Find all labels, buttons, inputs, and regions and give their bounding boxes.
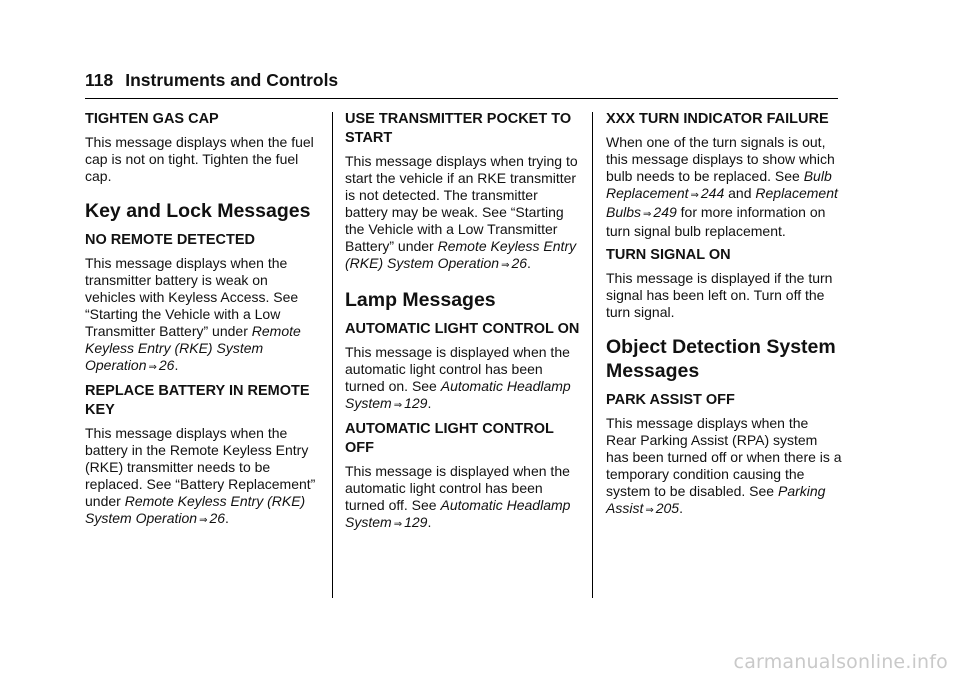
- replace-battery-text: This message displays when the battery in the Remote Keyless Entry (RKE) transmitter needs to be replaced. See “Battery Replacement” under Remote Keyless Entry (RKE) System Operation ⇒ 26.: [85, 425, 316, 526]
- chapter-title: Instruments and Controls: [125, 70, 339, 90]
- heading-turn-indicator-failure: XXX TURN INDICATOR FAILURE: [606, 111, 829, 127]
- page-ref-arrow-icon: ⇒: [690, 190, 699, 201]
- page-ref-arrow-icon: ⇒: [643, 209, 652, 220]
- page-number: 118: [85, 70, 114, 90]
- cross-reference-link[interactable]: Remote Keyless Entry (RKE) System Operation: [85, 493, 306, 526]
- turn-indicator-failure-text: When one of the turn signals is out, this message displays to show which bulb needs to be replaced. See Bulb Replacement ⇒ 244 and Replacement Bulbs ⇒ 249 for more information on turn signal bulb replacement.: [606, 134, 838, 239]
- heading-tighten-gas-cap: TIGHTEN GAS CAP: [85, 111, 219, 127]
- cross-reference-link[interactable]: Remote Keyless Entry (RKE) System Operation: [85, 323, 301, 373]
- heading-no-remote-detected: NO REMOTE DETECTED: [85, 232, 255, 248]
- page-ref-arrow-icon: ⇒: [645, 505, 654, 516]
- page-ref-arrow-icon: ⇒: [199, 515, 208, 526]
- cross-reference-link[interactable]: Bulb Replacement: [606, 168, 832, 201]
- column-2: [345, 108, 581, 539]
- use-transmitter-pocket-text: This message displays when trying to start the vehicle if an RKE transmitter is not detected. The transmitter battery may be weak. See “Starting the Vehicle with a Low Transmitter Battery” under Remote Keyless Entry (RKE) System Operation ⇒ 26.: [345, 153, 578, 271]
- no-remote-detected-text: This message displays when the transmitter battery is weak on vehicles with Keyless Access. See “Starting the Vehicle with a Low Transmitter Battery” under Remote Keyless Entry (RKE) System Operation ⇒ 26.: [85, 255, 301, 373]
- cross-reference-link[interactable]: Automatic Headlamp System: [345, 497, 571, 530]
- heading-replace-battery: REPLACE BATTERY IN REMOTE KEY: [85, 383, 310, 418]
- page-reference[interactable]: 26: [209, 510, 226, 526]
- page-reference[interactable]: 244: [700, 185, 725, 201]
- heading-turn-signal-on: TURN SIGNAL ON: [606, 247, 731, 263]
- heading-auto-light-off: AUTOMATIC LIGHT CONTROL OFF: [345, 421, 554, 456]
- heading-key-lock-messages: Key and Lock Messages: [85, 200, 311, 222]
- header-rule: [85, 98, 838, 99]
- column-divider-2: [592, 112, 593, 598]
- heading-lamp-messages: Lamp Messages: [345, 289, 496, 311]
- cross-reference-link[interactable]: Automatic Headlamp System: [345, 378, 571, 411]
- watermark-footer: carmanualsonline.info: [733, 651, 948, 673]
- heading-auto-light-on: AUTOMATIC LIGHT CONTROL ON: [345, 321, 580, 337]
- page-ref-arrow-icon: ⇒: [393, 400, 403, 411]
- page-ref-arrow-icon: ⇒: [148, 362, 157, 373]
- page-header: [85, 70, 338, 91]
- page-reference[interactable]: 249: [653, 204, 677, 220]
- column-divider-1: [332, 112, 333, 598]
- page-ref-arrow-icon: ⇒: [393, 519, 403, 530]
- auto-light-on-text: This message is displayed when the automatic light control has been turned on. See Automatic Headlamp System ⇒ 129.: [345, 344, 571, 411]
- column-3: [606, 108, 842, 525]
- heading-park-assist-off: PARK ASSIST OFF: [606, 392, 735, 408]
- auto-light-off-text: This message is displayed when the automatic light control has been turned off. See Automatic Headlamp System ⇒ 129.: [345, 463, 571, 530]
- turn-signal-on-text: This message is displayed if the turn signal has been left on. Turn off the turn signal.: [606, 270, 833, 320]
- tighten-gas-cap-text: This message displays when the fuel cap is not on tight. Tighten the fuel cap.: [85, 134, 314, 184]
- page-reference[interactable]: 26: [511, 255, 528, 271]
- page-reference[interactable]: 26: [158, 357, 175, 373]
- column-1: [85, 108, 321, 535]
- park-assist-off-text: This message displays when the Rear Parking Assist (RPA) system has been turned off or when there is a temporary condition causing the system to be disabled. See Parking Assist ⇒ 205.: [606, 415, 842, 516]
- heading-use-transmitter-pocket: USE TRANSMITTER POCKET TO START: [345, 111, 572, 146]
- page-reference[interactable]: 205: [655, 500, 680, 516]
- cross-reference-link[interactable]: Replacement Bulbs: [606, 185, 838, 220]
- heading-object-detection-messages: Object Detection System Messages: [606, 336, 836, 382]
- page-reference[interactable]: 129: [404, 514, 428, 530]
- page-ref-arrow-icon: ⇒: [501, 260, 510, 271]
- cross-reference-link[interactable]: Parking Assist: [606, 483, 826, 516]
- cross-reference-link[interactable]: Remote Keyless Entry (RKE) System Operation: [345, 238, 577, 271]
- page-reference[interactable]: 129: [404, 395, 428, 411]
